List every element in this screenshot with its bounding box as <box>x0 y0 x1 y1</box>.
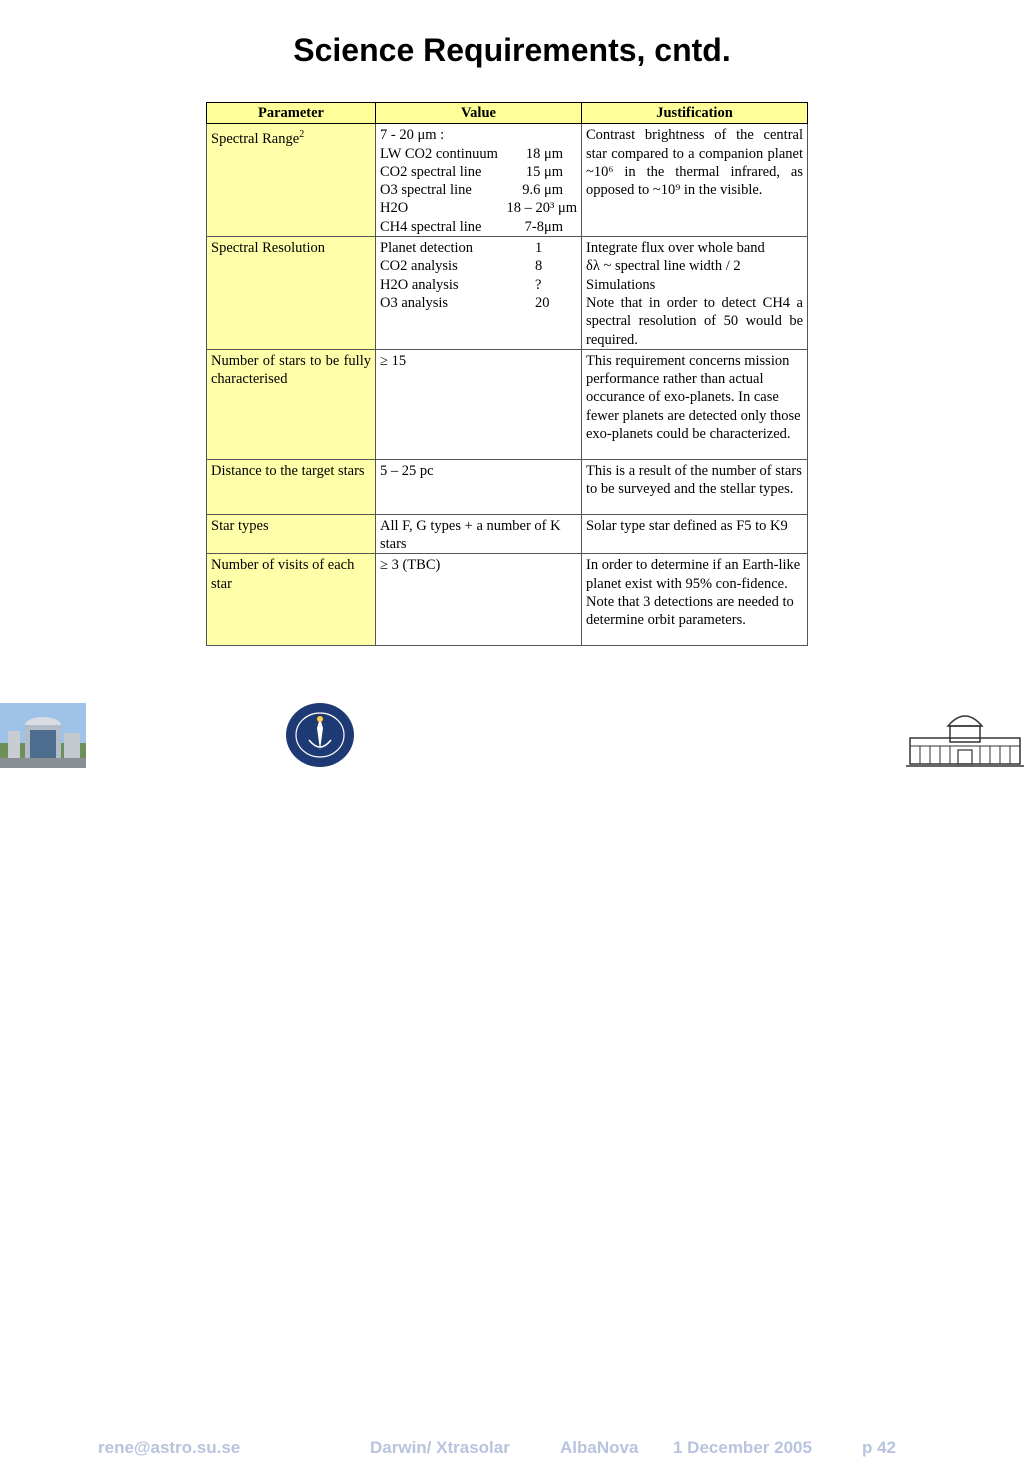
cell-value: All F, G types + a number of K stars <box>376 514 582 554</box>
justification-line: Integrate flux over whole band <box>586 240 765 257</box>
header-parameter: Parameter <box>207 103 376 124</box>
table-row <box>207 124 808 237</box>
value-line: Planet detection 1 <box>380 240 543 257</box>
cell-justification: This is a result of the number of stars to be surveyed and the stellar types. <box>582 459 808 514</box>
table-row <box>207 554 808 646</box>
value-line: LW CO2 continuum 18 μm <box>380 145 563 162</box>
albanova-building-photo-icon <box>0 703 86 768</box>
stockholm-university-seal-icon <box>285 702 355 768</box>
value-line: CO2 analysis 8 <box>380 258 543 275</box>
observatory-building-drawing-icon <box>906 704 1024 768</box>
footer-page-number: p 42 <box>862 1438 897 1457</box>
table-row <box>207 349 808 459</box>
cell-parameter: Star types <box>207 514 376 554</box>
footnote-marker: 2 <box>299 129 305 141</box>
cell-parameter: Distance to the target stars <box>207 459 376 514</box>
cell-value: ≥ 15 <box>376 349 582 459</box>
value-line: O3 analysis 20 <box>380 294 550 311</box>
cell-justification <box>582 237 808 350</box>
slide-title: Science Requirements, cntd. <box>293 32 731 68</box>
parameter-text: Spectral Range <box>211 131 300 148</box>
cell-justification: Solar type star defined as F5 to K9 <box>582 514 808 554</box>
table-header-row <box>207 103 808 124</box>
justification-line: Simulations <box>586 276 656 293</box>
cell-value: ≥ 3 (TBC) <box>376 554 582 646</box>
cell-value: 5 – 25 pc <box>376 459 582 514</box>
value-line: O3 spectral line 9.6 μm <box>380 182 563 199</box>
footer-date: 1 December 2005 <box>673 1438 812 1457</box>
cell-value <box>376 124 582 237</box>
header-value: Value <box>376 103 582 124</box>
footer-email: rene@astro.su.se <box>98 1438 241 1457</box>
table-row <box>207 459 808 514</box>
value-line: H2O analysis ? <box>380 276 542 293</box>
table-row <box>207 237 808 350</box>
cell-parameter: Number of visits of each star <box>207 554 376 646</box>
slide-footer <box>0 700 1024 1457</box>
cell-justification: This requirement concerns mission performance rather than actual occurance of exo-planets. In case fewer planets are detected only those exo-planets could be characterized. <box>582 349 808 459</box>
justification-line: Note that in order to detect CH4 a spectral resolution of 50 would be required. <box>586 294 803 348</box>
header-justification: Justification <box>582 103 808 124</box>
justification-line: δλ ~ spectral line width / 2 <box>586 258 741 275</box>
table-row <box>207 514 808 554</box>
value-line: CO2 spectral line 15 μm <box>380 163 563 180</box>
value-line: H2O 18 – 20³ μm <box>380 200 577 217</box>
requirements-table <box>206 102 808 646</box>
cell-justification: Contrast brightness of the central star compared to a companion planet ~10⁶ in the thermal infrared, as opposed to ~10⁹ in the visible. <box>582 124 808 237</box>
footer-venue: AlbaNova <box>560 1438 639 1457</box>
value-line: 7 - 20 μm : <box>380 127 445 144</box>
cell-parameter: Spectral Resolution <box>207 237 376 350</box>
value-line: CH4 spectral line 7-8μm <box>380 218 563 235</box>
cell-parameter: Number of stars to be fully characterised <box>207 349 376 459</box>
cell-value <box>376 237 582 350</box>
cell-justification: In order to determine if an Earth-like planet exist with 95% con-fidence. Note that 3 detections are needed to determine orbit parameters. <box>582 554 808 646</box>
footer-project: Darwin/ Xtrasolar <box>370 1438 510 1457</box>
cell-parameter <box>207 124 376 237</box>
